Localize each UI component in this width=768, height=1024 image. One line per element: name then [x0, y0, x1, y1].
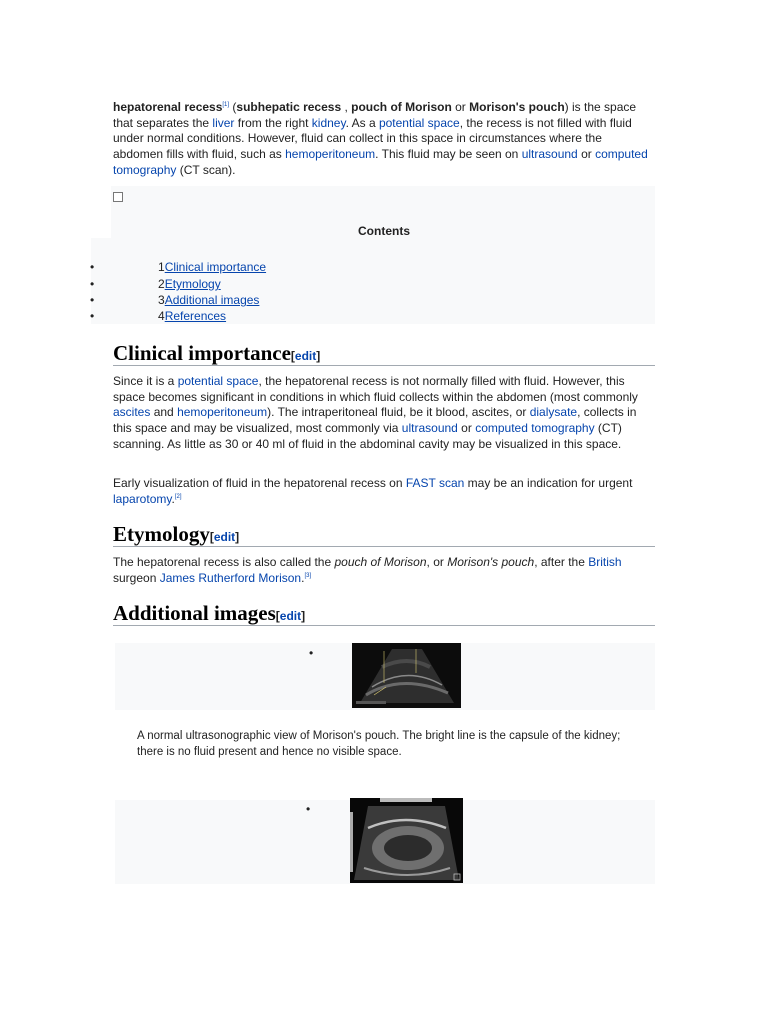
- heading-clinical-importance: Clinical importance[edit]: [113, 341, 321, 365]
- link-potential-space[interactable]: potential space: [378, 115, 460, 130]
- ref-3[interactable]: [3]: [304, 572, 312, 579]
- clinical-paragraph-2: Early visualization of fluid in the hepatorenal recess on FAST scan may be an indication for urgent laparotomy.[2]: [113, 476, 633, 506]
- toc-item[interactable]: • 4References: [90, 309, 227, 323]
- link-liver[interactable]: liver: [212, 115, 235, 130]
- link-kidney[interactable]: kidney: [311, 115, 346, 130]
- heading-additional-images: Additional images[edit]: [113, 601, 306, 625]
- section-divider: [113, 546, 655, 547]
- link-laparotomy[interactable]: laparotomy: [113, 491, 172, 506]
- alt-name-1: subhepatic recess: [236, 100, 342, 114]
- gallery-bullet: •: [309, 646, 314, 660]
- section-divider: [113, 365, 655, 366]
- link-hemoperitoneum[interactable]: hemoperitoneum: [285, 147, 376, 162]
- ultrasound-image-1[interactable]: [352, 643, 461, 708]
- edit-section-link[interactable]: [edit]: [209, 530, 240, 544]
- toc-item[interactable]: • 1Clinical importance: [90, 260, 267, 274]
- alt-name-3: Morison's pouch: [469, 100, 565, 114]
- edit-section-link[interactable]: [edit]: [275, 609, 306, 623]
- etymology-paragraph: The hepatorenal recess is also called the pouch of Morison, or Morison's pouch, after the British surgeon James Rutherford Morison.[3]: [113, 555, 622, 585]
- link-ultrasound[interactable]: ultrasound: [401, 421, 458, 436]
- term-bold: hepatorenal recess: [113, 100, 223, 114]
- link-ascites[interactable]: ascites: [113, 405, 151, 420]
- section-divider: [113, 625, 655, 626]
- bullet-icon: •: [90, 260, 95, 274]
- toc-link-references[interactable]: References: [164, 309, 227, 323]
- clinical-paragraph-1: Since it is a potential space, the hepatorenal recess is not normally filled with fluid. However, this space becomes significant in conditions in which fluid collects within the abdomen (most commonly ascites and hemoperitoneum). The intraperitoneal fluid, be it blood, ascites, or dialysate, collects in this space and may be visualized, most commonly via ultrasound or computed tomography (CT) scanning. As little as 30 or 40 ml of fluid in the abdominal cavity may be visualized in this space.: [113, 374, 638, 451]
- intro-paragraph: hepatorenal recess[1] (subhepatic recess , pouch of Morison or Morison's pouch) is the space that separates the liver from the right kidney. As a potential space, the recess is not filled with fluid under normal conditions. However, fluid can collect in this space in circumstances where the abdomen fills with fluid, such as hemoperitoneum. This fluid may be seen on ultrasound or computed tomography (CT scan).: [113, 100, 648, 177]
- toc-link-additional-images[interactable]: Additional images: [164, 293, 260, 307]
- link-hemoperitoneum[interactable]: hemoperitoneum: [177, 405, 268, 420]
- toc-item[interactable]: • 2Etymology: [90, 277, 221, 291]
- ref-2[interactable]: [2]: [174, 493, 182, 500]
- ref-1[interactable]: [1]: [222, 102, 230, 108]
- toc-link-etymology[interactable]: Etymology: [164, 277, 221, 291]
- link-british[interactable]: British: [588, 555, 622, 569]
- toc-item[interactable]: • 3Additional images: [90, 293, 260, 307]
- image-caption-1: A normal ultrasonographic view of Morison's pouch. The bright line is the capsule of the kidney; there is no fluid present and hence no visible space.: [137, 730, 621, 758]
- link-dialysate[interactable]: dialysate: [529, 405, 578, 420]
- bullet-icon: •: [90, 309, 95, 323]
- bullet-icon: •: [90, 277, 95, 291]
- toc-toggle-checkbox[interactable]: [113, 192, 123, 202]
- alt-name-2: pouch of Morison: [351, 100, 452, 114]
- link-ultrasound[interactable]: ultrasound: [521, 147, 578, 162]
- link-computed-tomography[interactable]: computed tomography: [475, 421, 595, 436]
- heading-etymology: Etymology[edit]: [113, 522, 240, 546]
- edit-section-link[interactable]: [edit]: [290, 349, 321, 363]
- link-fast-scan[interactable]: FAST scan: [405, 476, 465, 490]
- bullet-icon: •: [90, 293, 95, 307]
- link-potential-space[interactable]: potential space: [177, 374, 259, 388]
- link-computed-tomography[interactable]: computed tomography: [113, 147, 648, 177]
- ultrasound-image-2[interactable]: [350, 798, 463, 883]
- toc-title: Contents: [358, 224, 410, 238]
- toc-link-clinical-importance[interactable]: Clinical importance: [164, 260, 267, 274]
- link-james-rutherford-morison[interactable]: James Rutherford Morison: [159, 570, 302, 585]
- gallery-bullet: •: [306, 802, 311, 816]
